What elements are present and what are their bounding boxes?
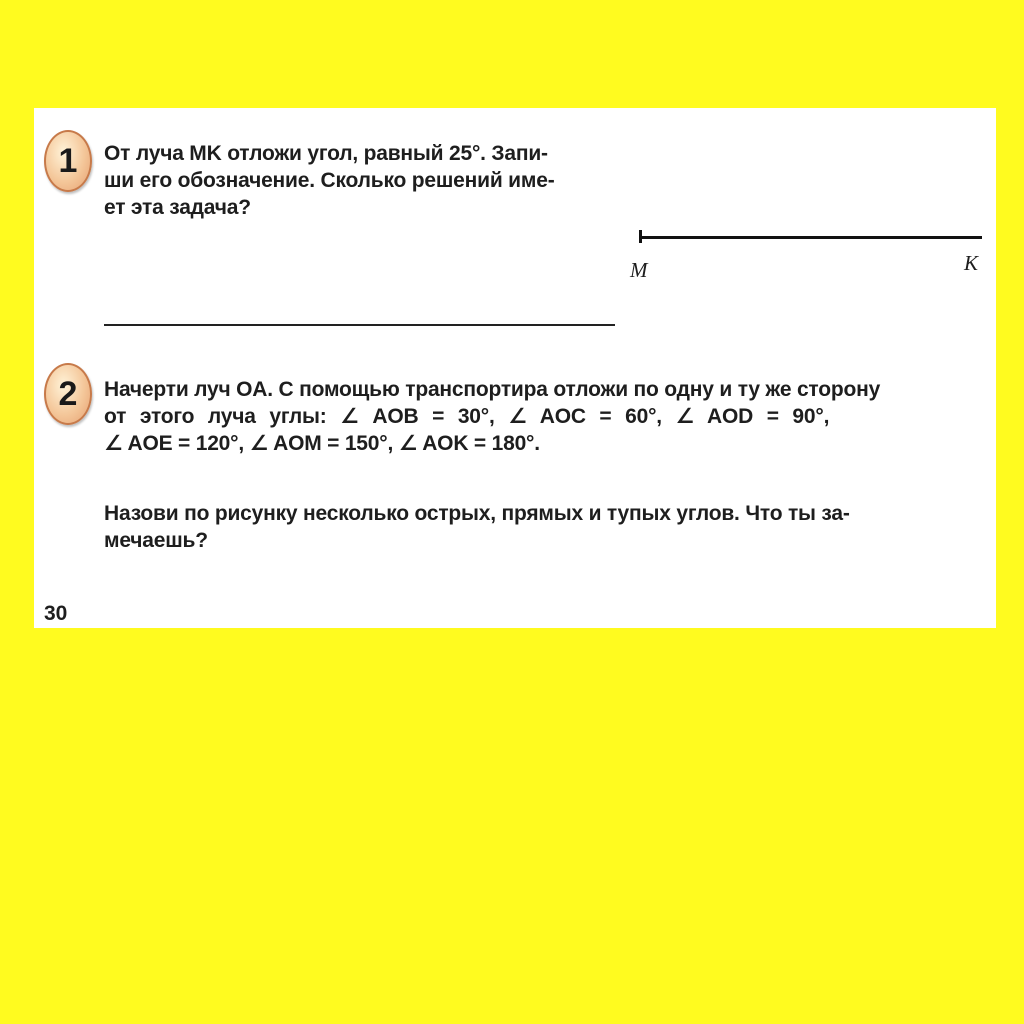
point-k-label: K (964, 251, 979, 275)
task-1-line-2: ши его обозначение. Сколько решений име- (104, 169, 555, 192)
task-2-line-1-text: Начерти луч OA. С помощью транспортира отложи по одну и ту же сторону (104, 378, 881, 401)
task-2-line-1 (104, 376, 984, 403)
answer-line (104, 324, 615, 326)
point-m-label: M (630, 258, 648, 282)
task-2-question-line-2: мечаешь? (104, 529, 208, 552)
textbook-page (34, 108, 996, 628)
page-number: 30 (44, 602, 68, 625)
task-1-text (104, 140, 614, 221)
task-1-number: 1 (58, 141, 78, 180)
ray-mk (640, 236, 982, 239)
task-2-number: 2 (58, 374, 78, 413)
task-2-text (104, 376, 984, 457)
task-1-line-1: От луча MK отложи угол, равный 25°. Запи- (104, 142, 548, 165)
task-2-line-2: от этого луча углы: ∠ AOB = 30°, ∠ AOC = 60°, ∠ AOD = 90°, (104, 405, 830, 428)
task-2-number-badge (44, 363, 92, 425)
task-2-question-line-1: Назови по рисунку несколько острых, прямых и тупых углов. Что ты за- (104, 502, 850, 525)
task-1-line-3: ет эта задача? (104, 196, 251, 219)
task-2-question (104, 500, 984, 554)
task-1-number-badge (44, 130, 92, 192)
task-2-line-3: ∠ AOE = 120°, ∠ AOM = 150°, ∠ AOK = 180°. (104, 432, 540, 455)
